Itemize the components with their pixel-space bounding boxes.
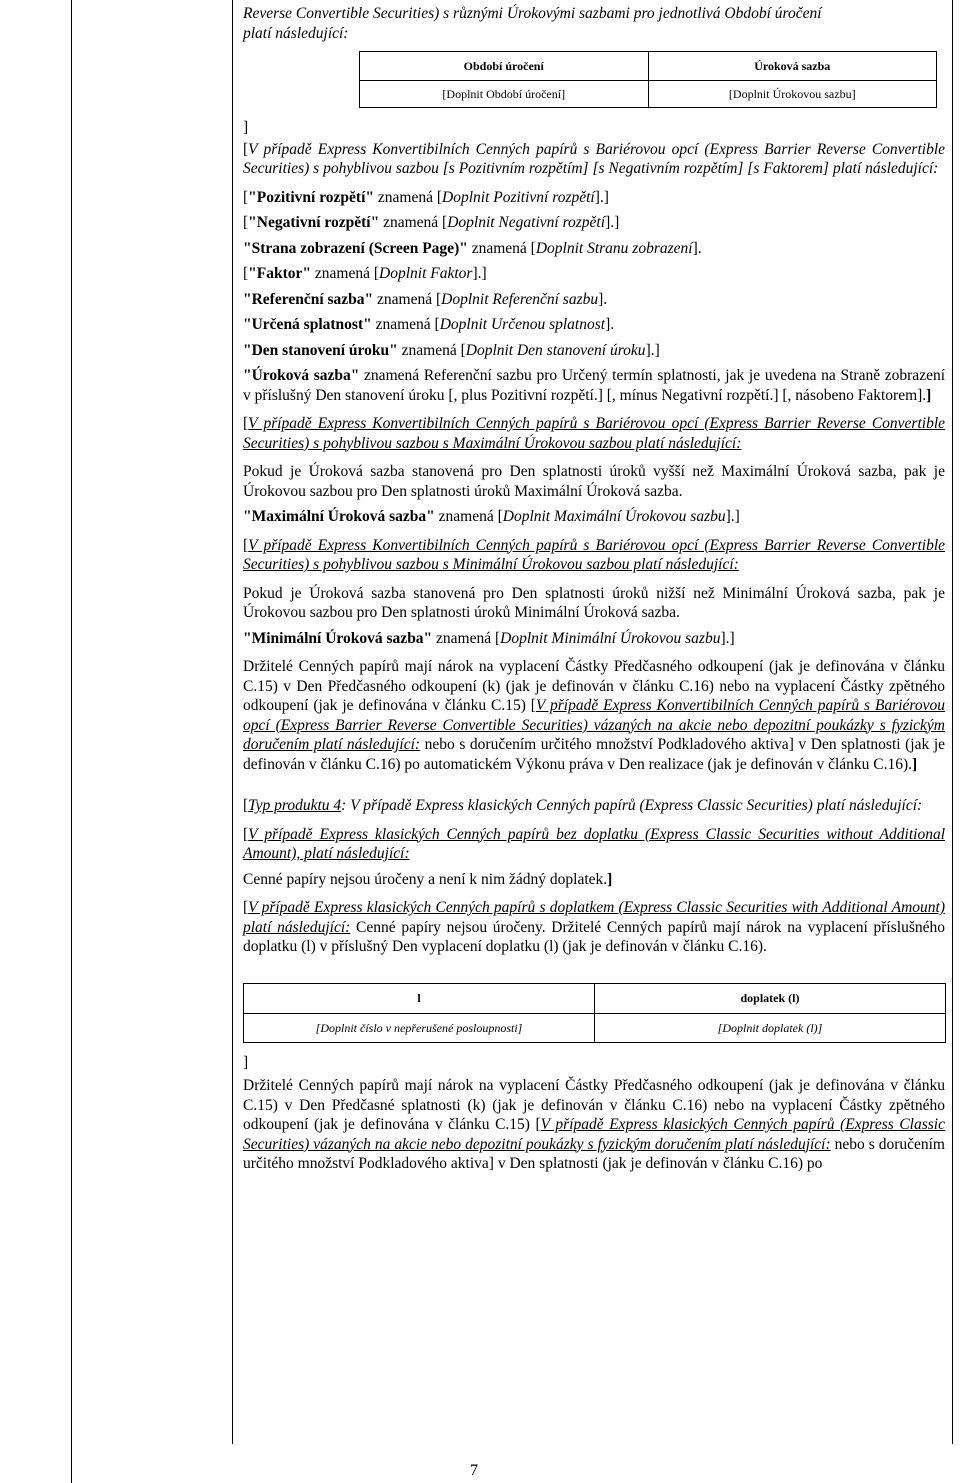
closing-bracket: ]: [243, 119, 249, 136]
min-rate-paragraph: Pokud je Úroková sazba stanovená pro Den splatnosti úroků nižší než Minimální Úroková sazba, pak je Úrokovou sazbou pro Den splatnosti úroků Minimální Úroková sazba.: [243, 584, 945, 621]
table-row: [244, 983, 946, 1013]
intro-paragraph: [243, 4, 945, 43]
with-amount-paragraph: [V případě Express klasických Cenných papírů s doplatkem (Express Classic Securities with Additional Amount) platí následující: Cenné papíry nejsou úročeny. Držitelé Cenných papírů mají nárok na vyplacení příslušného doplatku (l) v příslušný Den vyplacení doplatku (l) (jak je definován v článku C.16).: [243, 899, 945, 955]
table-header-cell: Období úročení: [360, 52, 649, 81]
definition-max-rate: "Maximální Úroková sazba" znamená [Doplnit Maximální Úrokovou sazbu].]: [243, 508, 740, 525]
definition-interest-rate: "Úroková sazba" znamená Referenční sazbu pro Určený termín splatnosti, jak je uvedena na Straně zobrazení v příslušný Den stanovení úroku [, plus Pozitivní rozpětí.] [, mínus Negativní rozpětí.] [, násobeno Faktorem].]: [243, 367, 946, 404]
frame-line-middle: [232, 0, 233, 1444]
table-row: [360, 81, 937, 108]
definition-designated-maturity: "Určená splatnost" znamená [Doplnit Určenou splatnost].: [243, 316, 615, 333]
no-amount-heading: [V případě Express klasických Cenných papírů bez doplatku (Express Classic Securities without Additional Amount), platí následující:: [243, 825, 945, 862]
min-rate-heading: [V případě Express Konvertibilních Cenných papírů s Bariérovou opcí (Express Barrier Reverse Convertible Securities) s pohyblivou sazbou s Minimální Úrokovou sazbou platí následující:: [243, 536, 945, 573]
max-rate-paragraph: Pokud je Úroková sazba stanovená pro Den splatnosti úroků vyšší než Maximální Úroková sazba, pak je Úrokovou sazbou pro Den splatnosti úroků Maximální Úroková sazba.: [243, 463, 945, 500]
additional-amount-table: [243, 983, 946, 1043]
definition-screen-page: "Strana zobrazení (Screen Page)" znamená [Doplnit Stranu zobrazení].: [243, 239, 702, 257]
definition-negative-spread: ["Negativní rozpětí" znamená [Doplnit Negativní rozpětí].]: [243, 214, 620, 231]
frame-line-left: [71, 0, 72, 1483]
definition-reference-rate: "Referenční sazba" znamená [Doplnit Referenční sazbu].: [243, 290, 608, 308]
floating-heading-text: V případě Express Konvertibilních Cenných papírů s Bariérovou opcí (Express Barrier Reverse Convertible Securities) s pohyblivou sazbou [s Pozitivním rozpětím] [s Negativním rozpětím] [s Faktorem] platí následující:: [243, 140, 945, 177]
page-number: 7: [470, 1462, 478, 1479]
interest-period-table: [359, 51, 937, 108]
product-type-4-heading: [Typ produktu 4: V případě Express klasických Cenných papírů (Express Classic Securities) platí následující:: [243, 797, 923, 814]
definition-factor: ["Faktor" znamená [Doplnit Faktor].]: [243, 265, 487, 282]
table-row: [244, 1013, 946, 1042]
max-rate-heading: [V případě Express Konvertibilních Cenných papírů s Bariérovou opcí (Express Barrier Reverse Convertible Securities) s pohyblivou sazbou s Maximální Úrokovou sazbou platí následující:: [243, 415, 945, 452]
no-amount-paragraph: Cenné papíry nejsou úročeny a není k nim žádný doplatek.]: [243, 870, 613, 888]
table-row: [360, 52, 937, 81]
table-cell: [Doplnit Období úročení]: [360, 81, 649, 108]
table-header-cell: Úroková sazba: [648, 52, 937, 81]
holders-paragraph-2: Držitelé Cenných papírů mají nárok na vyplacení Částky Předčasného odkoupení (jak je definována v článku C.15) v Den Předčasné splatnosti (k) (jak je definován v článku C.16) nebo na vyplacení Částky zpětného odkoupení (jak je definována v článku C.15) [V případě Express klasických Cenných papírů (Express Classic Securities) vázaných na akcie nebo depozitní poukázky s fyzickým doručením platí následující: nebo s doručením určitého množství Podkladového aktiva] v Den splatnosti (jak je definován v článku C.16) po: [243, 1077, 945, 1172]
document-body: [243, 4, 945, 1183]
table-cell: [Doplnit číslo v nepřerušené posloupnosti]: [244, 1013, 595, 1042]
holders-paragraph-1: Držitelé Cenných papírů mají nárok na vyplacení Částky Předčasného odkoupení (jak je definována v článku C.15) v Den Předčasného odkoupení (k) (jak je definován v článku C.16) nebo na vyplacení Částky zpětného odkoupení (jak je definována v článku C.15) [V případě Express Konvertibilních Cenných papírů s Bariérovou opcí (Express Barrier Reverse Convertible Securities) vázaných na akcie nebo depozitní poukázky s fyzickým doručením platí následující: nebo s doručením určitého množství Podkladového aktiva] v Den splatnosti (jak je definován v článku C.16) po automatickém Výkonu práva v Den realizace (jak je definován v článku C.16).]: [243, 658, 945, 773]
intro-line-1: Reverse Convertible Securities) s různými Úrokovými sazbami pro jednotlivá Období úročení: [243, 5, 822, 22]
table-cell: [Doplnit doplatek (l)]: [595, 1013, 946, 1042]
table-header-cell: doplatek (l): [595, 983, 946, 1013]
table-header-cell: l: [244, 983, 595, 1013]
definition-min-rate: "Minimální Úroková sazba" znamená [Doplnit Minimální Úrokovou sazbu].]: [243, 629, 735, 647]
closing-bracket: ]: [243, 1053, 249, 1071]
definition-positive-spread: ["Pozitivní rozpětí" znamená [Doplnit Pozitivní rozpětí].]: [243, 188, 609, 206]
floating-heading: [V případě Express Konvertibilních Cenných papírů s Bariérovou opcí (Express Barrier Reverse Convertible Securities) s pohyblivou sazbou [s Pozitivním rozpětím] [s Negativním rozpětím] [s Faktorem] platí následující:: [243, 140, 945, 177]
definition-fixing-date: "Den stanovení úroku" znamená [Doplnit Den stanovení úroku].]: [243, 341, 660, 359]
frame-line-right: [952, 0, 953, 1444]
table-cell: [Doplnit Úrokovou sazbu]: [648, 81, 937, 108]
intro-line-2: platí následující:: [243, 24, 349, 42]
